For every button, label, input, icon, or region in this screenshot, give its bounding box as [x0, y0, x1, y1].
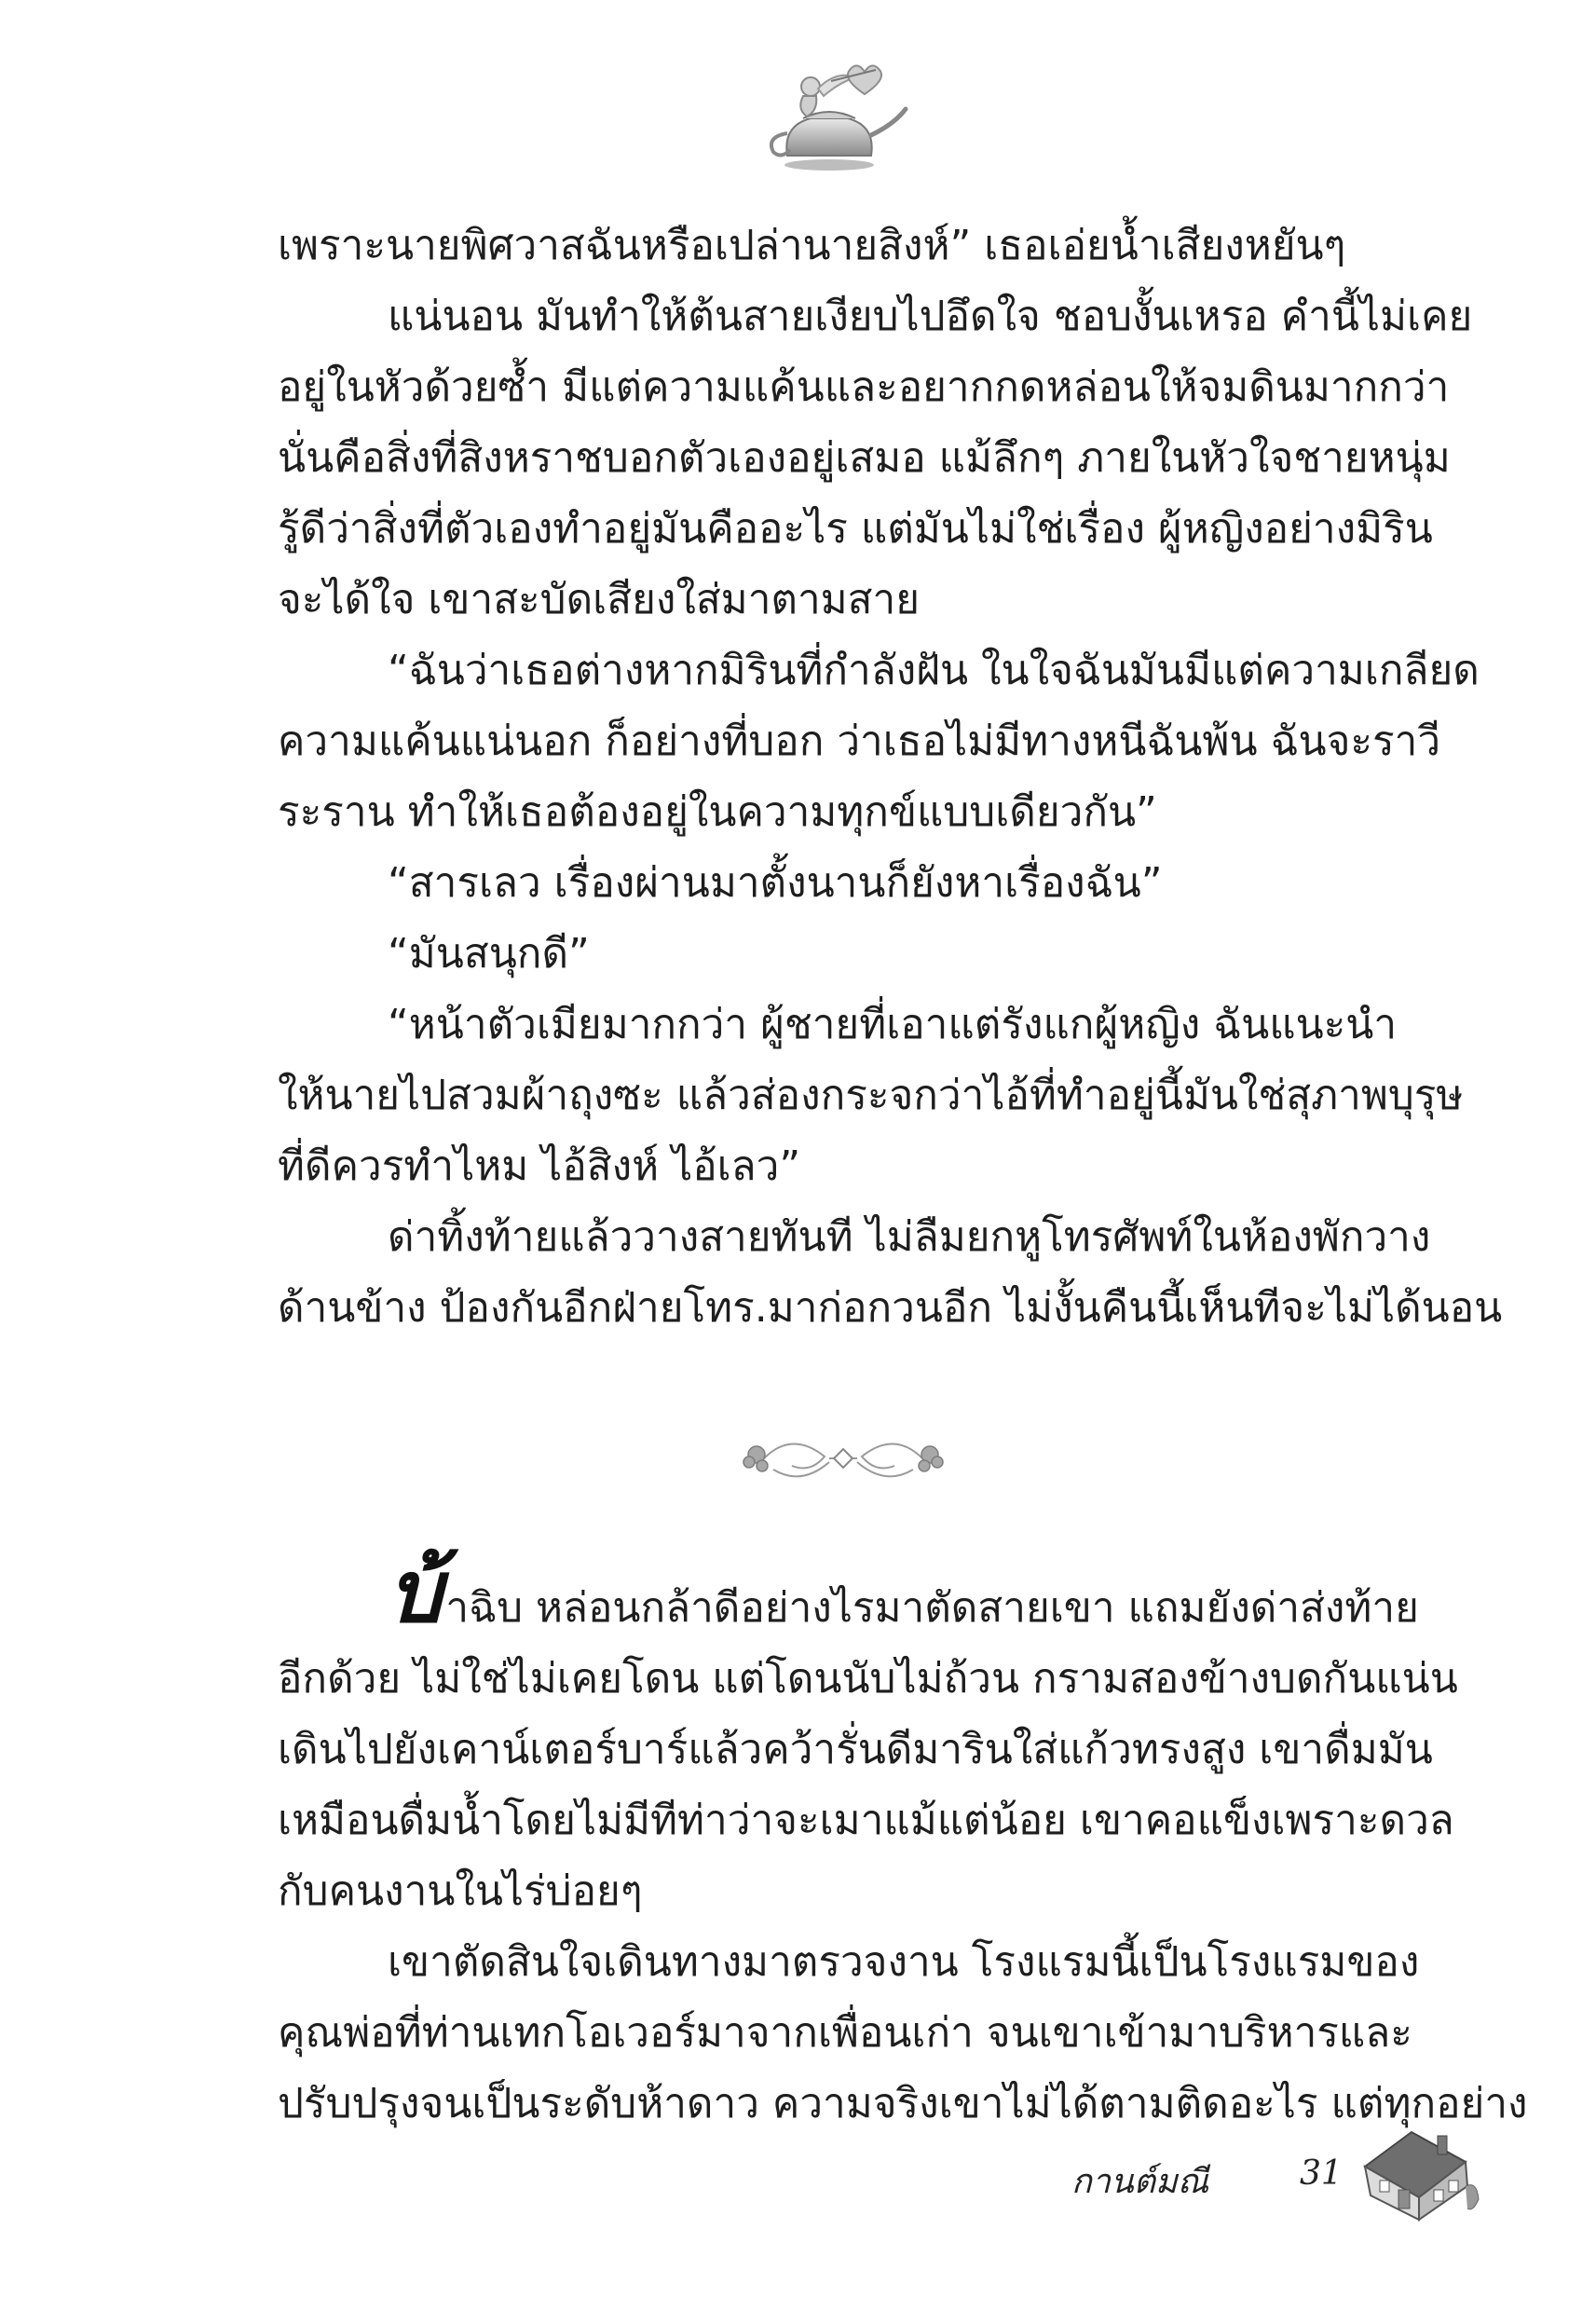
- text-line: อีกด้วย ไม่ใช่ไม่เคยโดน แต่โดนนับไม่ถ้วน กรามสองข้างบดกันแน่น: [278, 1655, 1458, 1702]
- text-line: คุณพ่อที่ท่านเทกโอเวอร์มาจากเพื่อนเก่า จนเขาเข้ามาบริหารและ: [278, 2009, 1412, 2057]
- text-line: ด่าทิ้งท้ายแล้ววางสายทันที ไม่ลืมยกหูโทรศัพท์ในห้องพักวาง: [388, 1213, 1431, 1261]
- text-line: “ฉันว่าเธอต่างหากมิรินที่กำลังฝัน ในใจฉันมันมีแต่ความเกลียด: [388, 647, 1480, 694]
- floral-divider-icon: [736, 1421, 950, 1496]
- text-line: จะได้ใจ เขาสะบัดเสียงใส่มาตามสาย: [278, 576, 921, 623]
- house-icon: [1356, 2115, 1481, 2227]
- text-line: ให้นายไปสวมผ้าถุงซะ แล้วส่องกระจกว่าไอ้ที่ทำอยู่นี้มันใช่สุภาพบุรุษ: [278, 1072, 1464, 1119]
- body-text-bottom: [278, 1541, 1528, 2140]
- first-line: [278, 1541, 1419, 1644]
- text-line: เดินไปยังเคาน์เตอร์บาร์แล้วคว้ารั่นดีมารินใส่แก้วทรงสูง เขาดื่มมัน: [278, 1726, 1433, 1773]
- text-line: าฉิบ หล่อนกล้าดีอย่างไรมาตัดสายเขา แถมยังด่าส่งท้าย: [445, 1584, 1419, 1632]
- text-line: นั่นคือสิ่งที่สิงหราชบอกตัวเองอยู่เสมอ แม้ลึกๆ ภายในหัวใจชายหนุ่ม: [278, 434, 1451, 482]
- text-line: ปรับปรุงจนเป็นระดับห้าดาว ความจริงเขาไม่ได้ตามติดอะไร แต่ทุกอย่าง: [278, 2080, 1528, 2127]
- text-line: กับคนงานในไร่บ่อยๆ: [278, 1867, 643, 1915]
- text-line: ด้านข้าง ป้องกันอีกฝ่ายโทร.มาก่อกวนอีก ไม่งั้นคืนนี้เห็นทีจะไม่ได้นอน: [278, 1284, 1503, 1332]
- text-line: เพราะนายพิศวาสฉันหรือเปล่านายสิงห์” เธอเอ่ยน้ำเสียงหยันๆ: [278, 222, 1346, 269]
- text-line: รู้ดีว่าสิ่งที่ตัวเองทำอยู่มันคืออะไร แต่มันไม่ใช่เรื่อง ผู้หญิงอย่างมิริน: [278, 505, 1433, 553]
- text-line: ระราน ทำให้เธอต้องอยู่ในความทุกข์แบบเดียวกัน”: [278, 788, 1157, 836]
- text-line: “หน้าตัวเมียมากกว่า ผู้ชายที่เอาแต่รังแกผู้หญิง ฉันแนะนำ: [388, 1001, 1398, 1048]
- text-line: เหมือนดื่มน้ำโดยไม่มีทีท่าว่าจะเมาแม้แต่น้อย เขาคอแข็งเพราะดวล: [278, 1797, 1454, 1844]
- text-line: ที่ดีควรทำไหม ไอ้สิงห์ ไอ้เลว”: [278, 1142, 801, 1190]
- text-line: อยู่ในหัวด้วยซ้ำ มีแต่ความแค้นและอยากกดหล่อนให้จมดินมากกว่า: [278, 363, 1450, 411]
- teapot-cupid-ornament-icon: [745, 51, 913, 182]
- text-line: แน่นอน มันทำให้ต้นสายเงียบไปอึดใจ ชอบงั้นเหรอ คำนี้ไม่เคย: [388, 293, 1473, 340]
- text-line: “สารเลว เรื่องผ่านมาตั้งนานก็ยังหาเรื่องฉัน”: [388, 859, 1163, 907]
- text-line: “มันสนุกดี”: [388, 930, 590, 978]
- text-line: ความแค้นแน่นอก ก็อย่างที่บอก ว่าเธอไม่มีทางหนีฉันพ้น ฉันจะราวี: [278, 718, 1441, 765]
- page-number: 31: [1300, 2154, 1343, 2193]
- body-text-top: [278, 211, 1503, 1344]
- book-title: กานต์มณี: [1071, 2163, 1209, 2201]
- drop-cap: บ้: [388, 1541, 443, 1642]
- text-line: เขาตัดสินใจเดินทางมาตรวจงาน โรงแรมนี้เป็นโรงแรมของ: [388, 1938, 1420, 1986]
